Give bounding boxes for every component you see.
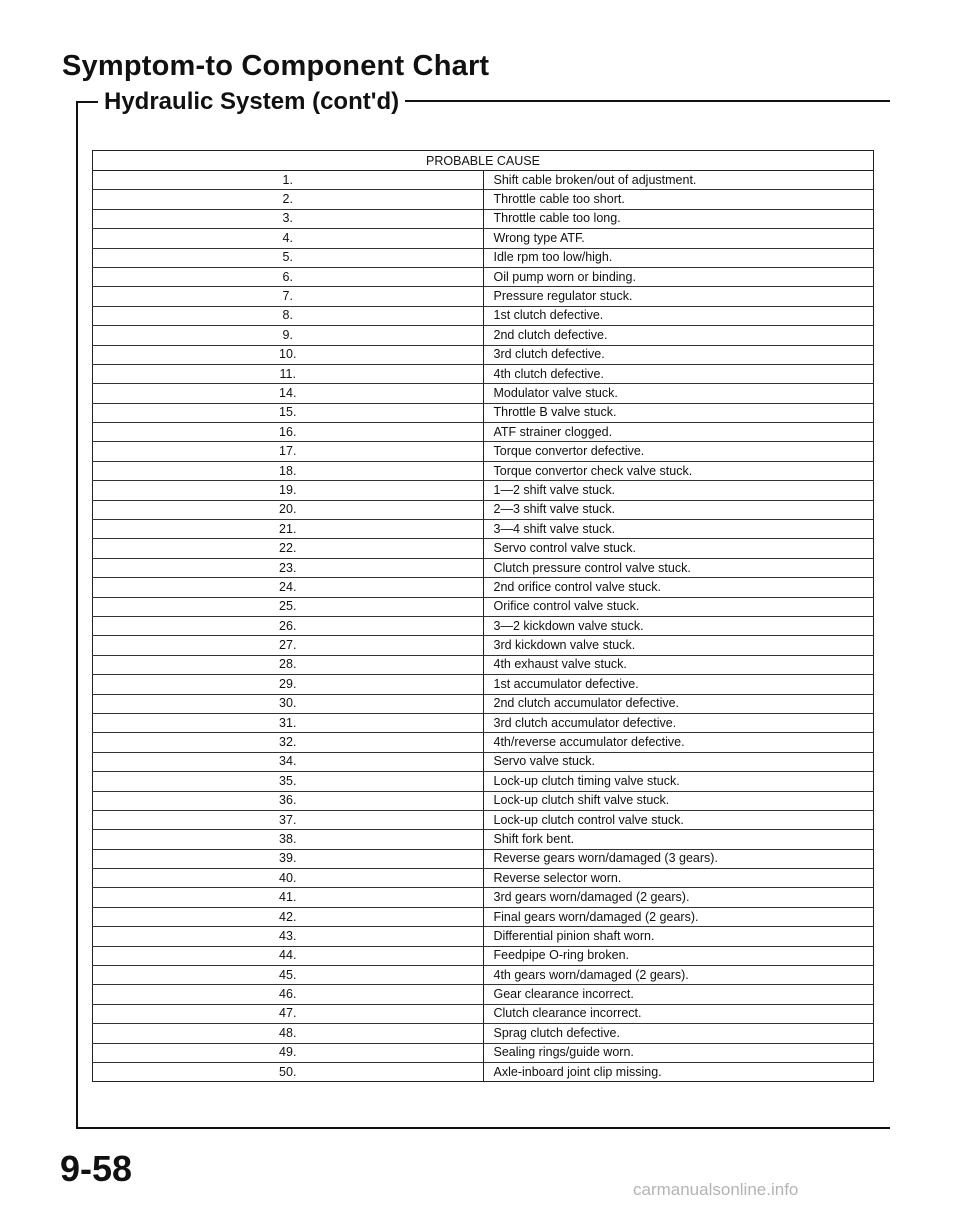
row-cause: 3rd kickdown valve stuck.	[483, 636, 874, 655]
row-cause: 4th/reverse accumulator defective.	[483, 733, 874, 752]
row-cause: 3rd clutch accumulator defective.	[483, 713, 874, 732]
row-number: 17.	[93, 442, 484, 461]
table-body	[93, 171, 874, 1082]
row-number: 38.	[93, 830, 484, 849]
row-number: 45.	[93, 966, 484, 985]
row-cause: 4th clutch defective.	[483, 364, 874, 383]
table-row	[93, 578, 874, 597]
table-row	[93, 1004, 874, 1023]
table-row	[93, 1024, 874, 1043]
row-number: 36.	[93, 791, 484, 810]
row-number: 23.	[93, 558, 484, 577]
row-cause: Torque convertor defective.	[483, 442, 874, 461]
row-number: 21.	[93, 520, 484, 539]
frame-line-top-right	[385, 100, 890, 102]
row-number: 16.	[93, 423, 484, 442]
table-row	[93, 287, 874, 306]
table-row	[93, 267, 874, 286]
row-number: 10.	[93, 345, 484, 364]
table-row	[93, 985, 874, 1004]
row-number: 46.	[93, 985, 484, 1004]
table-row	[93, 772, 874, 791]
row-number: 47.	[93, 1004, 484, 1023]
table-row	[93, 1062, 874, 1081]
row-cause: Orifice control valve stuck.	[483, 597, 874, 616]
row-number: 28.	[93, 655, 484, 674]
frame-line-left	[76, 101, 78, 1129]
table-row	[93, 810, 874, 829]
row-cause: Clutch clearance incorrect.	[483, 1004, 874, 1023]
row-number: 25.	[93, 597, 484, 616]
row-cause: Lock-up clutch control valve stuck.	[483, 810, 874, 829]
page-title: Symptom-to Component Chart	[62, 50, 490, 82]
table-row	[93, 520, 874, 539]
row-cause: Shift fork bent.	[483, 830, 874, 849]
row-number: 11.	[93, 364, 484, 383]
table-row	[93, 461, 874, 480]
table-row	[93, 616, 874, 635]
row-number: 49.	[93, 1043, 484, 1062]
row-cause: Idle rpm too low/high.	[483, 248, 874, 267]
table-row	[93, 733, 874, 752]
row-cause: 3—2 kickdown valve stuck.	[483, 616, 874, 635]
table-row	[93, 481, 874, 500]
table-row	[93, 966, 874, 985]
row-number: 34.	[93, 752, 484, 771]
frame-line-bottom	[76, 1127, 890, 1129]
row-cause: 3rd gears worn/damaged (2 gears).	[483, 888, 874, 907]
row-number: 3.	[93, 209, 484, 228]
row-number: 9.	[93, 326, 484, 345]
row-number: 48.	[93, 1024, 484, 1043]
table-row	[93, 500, 874, 519]
row-cause: 2nd orifice control valve stuck.	[483, 578, 874, 597]
column-header-probable-cause: PROBABLE CAUSE	[93, 151, 874, 171]
row-cause: Torque convertor check valve stuck.	[483, 461, 874, 480]
row-number: 50.	[93, 1062, 484, 1081]
row-number: 43.	[93, 927, 484, 946]
row-cause: 3rd clutch defective.	[483, 345, 874, 364]
row-cause: Clutch pressure control valve stuck.	[483, 558, 874, 577]
row-cause: ATF strainer clogged.	[483, 423, 874, 442]
table-row	[93, 830, 874, 849]
table-row	[93, 791, 874, 810]
row-cause: 1st clutch defective.	[483, 306, 874, 325]
table-row	[93, 694, 874, 713]
row-cause: 2nd clutch defective.	[483, 326, 874, 345]
table-row	[93, 1043, 874, 1062]
row-cause: Final gears worn/damaged (2 gears).	[483, 907, 874, 926]
row-cause: Gear clearance incorrect.	[483, 985, 874, 1004]
row-cause: Sprag clutch defective.	[483, 1024, 874, 1043]
row-cause: 1st accumulator defective.	[483, 675, 874, 694]
row-number: 22.	[93, 539, 484, 558]
table-row	[93, 345, 874, 364]
row-cause: 4th exhaust valve stuck.	[483, 655, 874, 674]
table-row	[93, 326, 874, 345]
row-number: 4.	[93, 229, 484, 248]
table-header-row	[93, 151, 874, 171]
row-number: 8.	[93, 306, 484, 325]
section-title: Hydraulic System (cont'd)	[98, 88, 405, 116]
row-number: 39.	[93, 849, 484, 868]
table-row	[93, 655, 874, 674]
table-row	[93, 306, 874, 325]
row-cause: 1—2 shift valve stuck.	[483, 481, 874, 500]
row-cause: Throttle B valve stuck.	[483, 403, 874, 422]
table-row	[93, 713, 874, 732]
row-number: 41.	[93, 888, 484, 907]
row-cause: Lock-up clutch shift valve stuck.	[483, 791, 874, 810]
row-cause: Oil pump worn or binding.	[483, 267, 874, 286]
row-number: 5.	[93, 248, 484, 267]
table-row	[93, 927, 874, 946]
row-number: 40.	[93, 869, 484, 888]
row-number: 24.	[93, 578, 484, 597]
row-cause: Throttle cable too long.	[483, 209, 874, 228]
table-row	[93, 171, 874, 190]
row-number: 1.	[93, 171, 484, 190]
table-row	[93, 229, 874, 248]
table-row	[93, 849, 874, 868]
table-row	[93, 384, 874, 403]
row-number: 7.	[93, 287, 484, 306]
row-cause: 2—3 shift valve stuck.	[483, 500, 874, 519]
row-number: 27.	[93, 636, 484, 655]
row-cause: Modulator valve stuck.	[483, 384, 874, 403]
table-row	[93, 403, 874, 422]
table-row	[93, 209, 874, 228]
table-row	[93, 558, 874, 577]
row-cause: Lock-up clutch timing valve stuck.	[483, 772, 874, 791]
page-number: 9-58	[60, 1148, 133, 1189]
table-row	[93, 423, 874, 442]
row-number: 2.	[93, 190, 484, 209]
watermark: carmanualsonline.info	[633, 1180, 799, 1199]
table-row	[93, 888, 874, 907]
row-cause: 3—4 shift valve stuck.	[483, 520, 874, 539]
table-row	[93, 190, 874, 209]
row-cause: Sealing rings/guide worn.	[483, 1043, 874, 1062]
row-number: 30.	[93, 694, 484, 713]
table-row	[93, 442, 874, 461]
row-cause: Wrong type ATF.	[483, 229, 874, 248]
row-cause: Shift cable broken/out of adjustment.	[483, 171, 874, 190]
row-number: 29.	[93, 675, 484, 694]
row-number: 14.	[93, 384, 484, 403]
row-number: 6.	[93, 267, 484, 286]
row-number: 18.	[93, 461, 484, 480]
row-cause: Reverse gears worn/damaged (3 gears).	[483, 849, 874, 868]
table-row	[93, 907, 874, 926]
row-number: 32.	[93, 733, 484, 752]
row-number: 31.	[93, 713, 484, 732]
row-cause: Feedpipe O-ring broken.	[483, 946, 874, 965]
frame-line-top-left	[76, 101, 98, 103]
table-row	[93, 675, 874, 694]
row-number: 20.	[93, 500, 484, 519]
row-number: 26.	[93, 616, 484, 635]
row-cause: Pressure regulator stuck.	[483, 287, 874, 306]
row-cause: 2nd clutch accumulator defective.	[483, 694, 874, 713]
table-row	[93, 946, 874, 965]
row-cause: Throttle cable too short.	[483, 190, 874, 209]
row-cause: Differential pinion shaft worn.	[483, 927, 874, 946]
table-row	[93, 597, 874, 616]
table-row	[93, 869, 874, 888]
probable-cause-table	[92, 150, 874, 1082]
row-number: 42.	[93, 907, 484, 926]
table-row	[93, 539, 874, 558]
row-cause: Servo valve stuck.	[483, 752, 874, 771]
table-row	[93, 364, 874, 383]
row-number: 19.	[93, 481, 484, 500]
row-number: 44.	[93, 946, 484, 965]
row-cause: Servo control valve stuck.	[483, 539, 874, 558]
table-row	[93, 752, 874, 771]
row-cause: Axle-inboard joint clip missing.	[483, 1062, 874, 1081]
row-cause: Reverse selector worn.	[483, 869, 874, 888]
table-row	[93, 636, 874, 655]
row-number: 35.	[93, 772, 484, 791]
row-number: 37.	[93, 810, 484, 829]
row-cause: 4th gears worn/damaged (2 gears).	[483, 966, 874, 985]
table-row	[93, 248, 874, 267]
row-number: 15.	[93, 403, 484, 422]
